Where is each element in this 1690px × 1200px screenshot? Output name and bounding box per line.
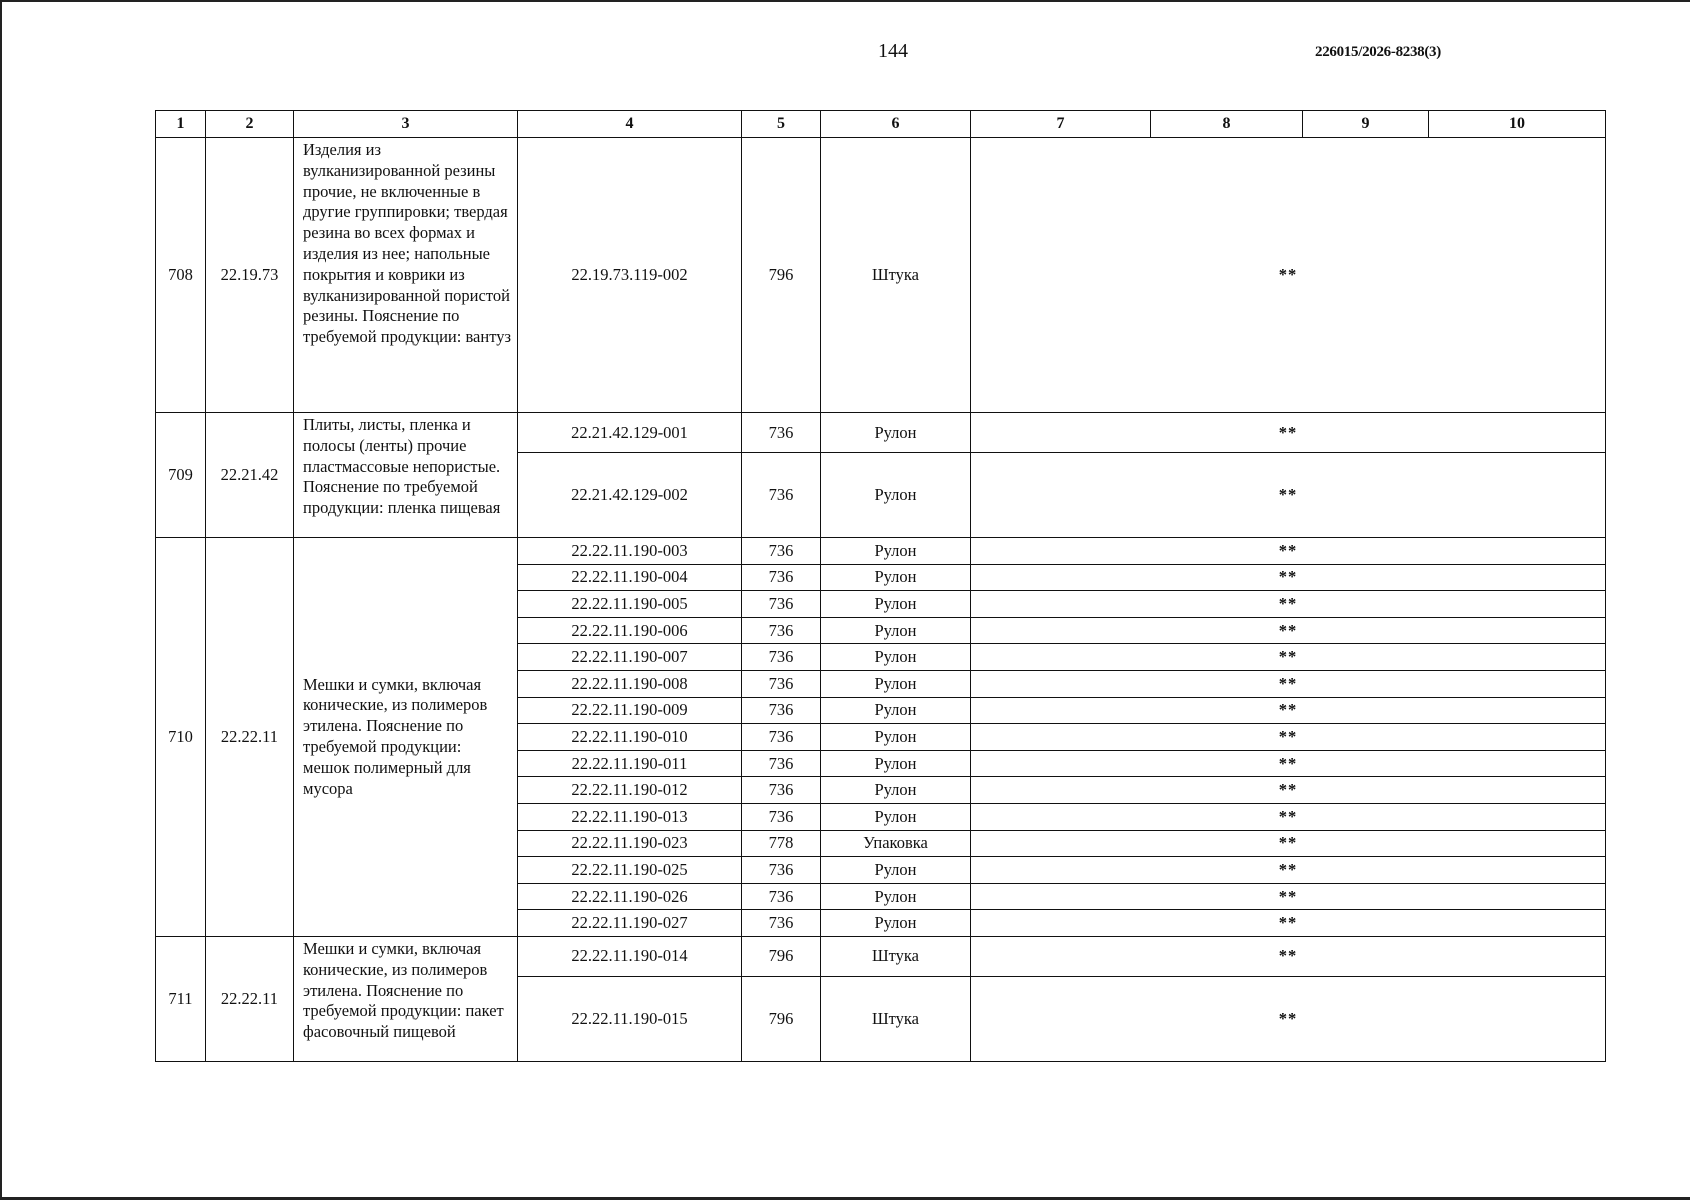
ktru-code: 22.21.42.129-001: [518, 413, 742, 453]
unit-name: Рулон: [821, 803, 971, 830]
note-mark: **: [971, 857, 1606, 884]
item-description: Мешки и сумки, включая конические, из полимеров этилена. Пояснение по требуемой продукции: пакет фасовочный пищевой: [294, 936, 518, 1061]
table-row: [156, 413, 1606, 453]
okei-code: 736: [742, 857, 821, 884]
unit-name: Штука: [821, 138, 971, 413]
item-number: 708: [156, 138, 206, 413]
unit-name: Рулон: [821, 413, 971, 453]
okei-code: 736: [742, 697, 821, 724]
registry-table: [155, 110, 1606, 1062]
unit-name: Рулон: [821, 697, 971, 724]
ktru-code: 22.22.11.190-003: [518, 538, 742, 565]
okei-code: 736: [742, 803, 821, 830]
okei-code: 736: [742, 883, 821, 910]
unit-name: Рулон: [821, 644, 971, 671]
unit-name: Рулон: [821, 617, 971, 644]
page-frame-left: [0, 0, 2, 1200]
okei-code: 778: [742, 830, 821, 857]
note-mark: **: [971, 883, 1606, 910]
item-description: Мешки и сумки, включая конические, из полимеров этилена. Пояснение по требуемой продукции: мешок полимерный для мусора: [294, 538, 518, 937]
col-header-2: 2: [206, 111, 294, 138]
page-frame-top: [0, 0, 1690, 2]
okei-code: 736: [742, 564, 821, 591]
note-mark: **: [971, 644, 1606, 671]
item-number: 709: [156, 413, 206, 538]
ktru-code: 22.22.11.190-005: [518, 591, 742, 618]
okei-code: 736: [742, 910, 821, 937]
col-header-8: 8: [1151, 111, 1303, 138]
ktru-code: 22.22.11.190-014: [518, 936, 742, 976]
okei-code: 736: [742, 453, 821, 538]
ktru-code: 22.22.11.190-007: [518, 644, 742, 671]
unit-name: Рулон: [821, 750, 971, 777]
table-row: [156, 538, 1606, 565]
unit-name: Рулон: [821, 724, 971, 751]
okei-code: 736: [742, 644, 821, 671]
ktru-code: 22.22.11.190-012: [518, 777, 742, 804]
okei-code: 796: [742, 976, 821, 1061]
note-mark: **: [971, 413, 1606, 453]
okei-code: 796: [742, 936, 821, 976]
ktru-code: 22.22.11.190-009: [518, 697, 742, 724]
ktru-code: 22.22.11.190-025: [518, 857, 742, 884]
note-mark: **: [971, 138, 1606, 413]
unit-name: Рулон: [821, 453, 971, 538]
okei-code: 796: [742, 138, 821, 413]
ktru-code: 22.22.11.190-006: [518, 617, 742, 644]
col-header-1: 1: [156, 111, 206, 138]
item-number: 710: [156, 538, 206, 937]
unit-name: Упаковка: [821, 830, 971, 857]
note-mark: **: [971, 453, 1606, 538]
page-number: 144: [878, 40, 908, 62]
okpd-code: 22.21.42: [206, 413, 294, 538]
okpd-code: 22.19.73: [206, 138, 294, 413]
col-header-6: 6: [821, 111, 971, 138]
ktru-code: 22.22.11.190-013: [518, 803, 742, 830]
col-header-3: 3: [294, 111, 518, 138]
unit-name: Рулон: [821, 591, 971, 618]
ktru-code: 22.22.11.190-026: [518, 883, 742, 910]
note-mark: **: [971, 591, 1606, 618]
okei-code: 736: [742, 617, 821, 644]
note-mark: **: [971, 538, 1606, 565]
ktru-code: 22.22.11.190-010: [518, 724, 742, 751]
note-mark: **: [971, 976, 1606, 1061]
ktru-code: 22.22.11.190-004: [518, 564, 742, 591]
col-header-10: 10: [1429, 111, 1606, 138]
item-description: Плиты, листы, пленка и полосы (ленты) прочие пластмассовые непористые. Пояснение по требуемой продукции: пленка пищевая: [294, 413, 518, 538]
ktru-code: 22.22.11.190-011: [518, 750, 742, 777]
ktru-code: 22.22.11.190-015: [518, 976, 742, 1061]
col-header-9: 9: [1303, 111, 1429, 138]
item-number: 711: [156, 936, 206, 1061]
ktru-code: 22.19.73.119-002: [518, 138, 742, 413]
unit-name: Рулон: [821, 777, 971, 804]
ktru-code: 22.21.42.129-002: [518, 453, 742, 538]
ktru-code: 22.22.11.190-023: [518, 830, 742, 857]
note-mark: **: [971, 910, 1606, 937]
table-row: [156, 936, 1606, 976]
note-mark: **: [971, 617, 1606, 644]
note-mark: **: [971, 830, 1606, 857]
okei-code: 736: [742, 538, 821, 565]
note-mark: **: [971, 697, 1606, 724]
table-row: [156, 138, 1606, 413]
okei-code: 736: [742, 413, 821, 453]
note-mark: **: [971, 670, 1606, 697]
note-mark: **: [971, 750, 1606, 777]
unit-name: Рулон: [821, 883, 971, 910]
note-mark: **: [971, 777, 1606, 804]
okpd-code: 22.22.11: [206, 936, 294, 1061]
unit-name: Рулон: [821, 670, 971, 697]
col-header-7: 7: [971, 111, 1151, 138]
unit-name: Штука: [821, 936, 971, 976]
note-mark: **: [971, 564, 1606, 591]
okei-code: 736: [742, 591, 821, 618]
okei-code: 736: [742, 724, 821, 751]
okpd-code: 22.22.11: [206, 538, 294, 937]
okei-code: 736: [742, 750, 821, 777]
note-mark: **: [971, 803, 1606, 830]
ktru-code: 22.22.11.190-008: [518, 670, 742, 697]
unit-name: Штука: [821, 976, 971, 1061]
unit-name: Рулон: [821, 910, 971, 937]
unit-name: Рулон: [821, 538, 971, 565]
note-mark: **: [971, 724, 1606, 751]
ktru-code: 22.22.11.190-027: [518, 910, 742, 937]
header-row: [156, 111, 1606, 138]
col-header-5: 5: [742, 111, 821, 138]
okei-code: 736: [742, 777, 821, 804]
note-mark: **: [971, 936, 1606, 976]
col-header-4: 4: [518, 111, 742, 138]
item-description: Изделия из вулканизированной резины прочие, не включенные в другие группировки; твердая резина во всех формах и изделия из нее; напольные покрытия и коврики из вулканизированной пористой резины. Пояснение по требуемой продукции: вантуз: [294, 138, 518, 413]
okei-code: 736: [742, 670, 821, 697]
unit-name: Рулон: [821, 857, 971, 884]
document-code: 226015/2026-8238(3): [1315, 44, 1441, 60]
unit-name: Рулон: [821, 564, 971, 591]
